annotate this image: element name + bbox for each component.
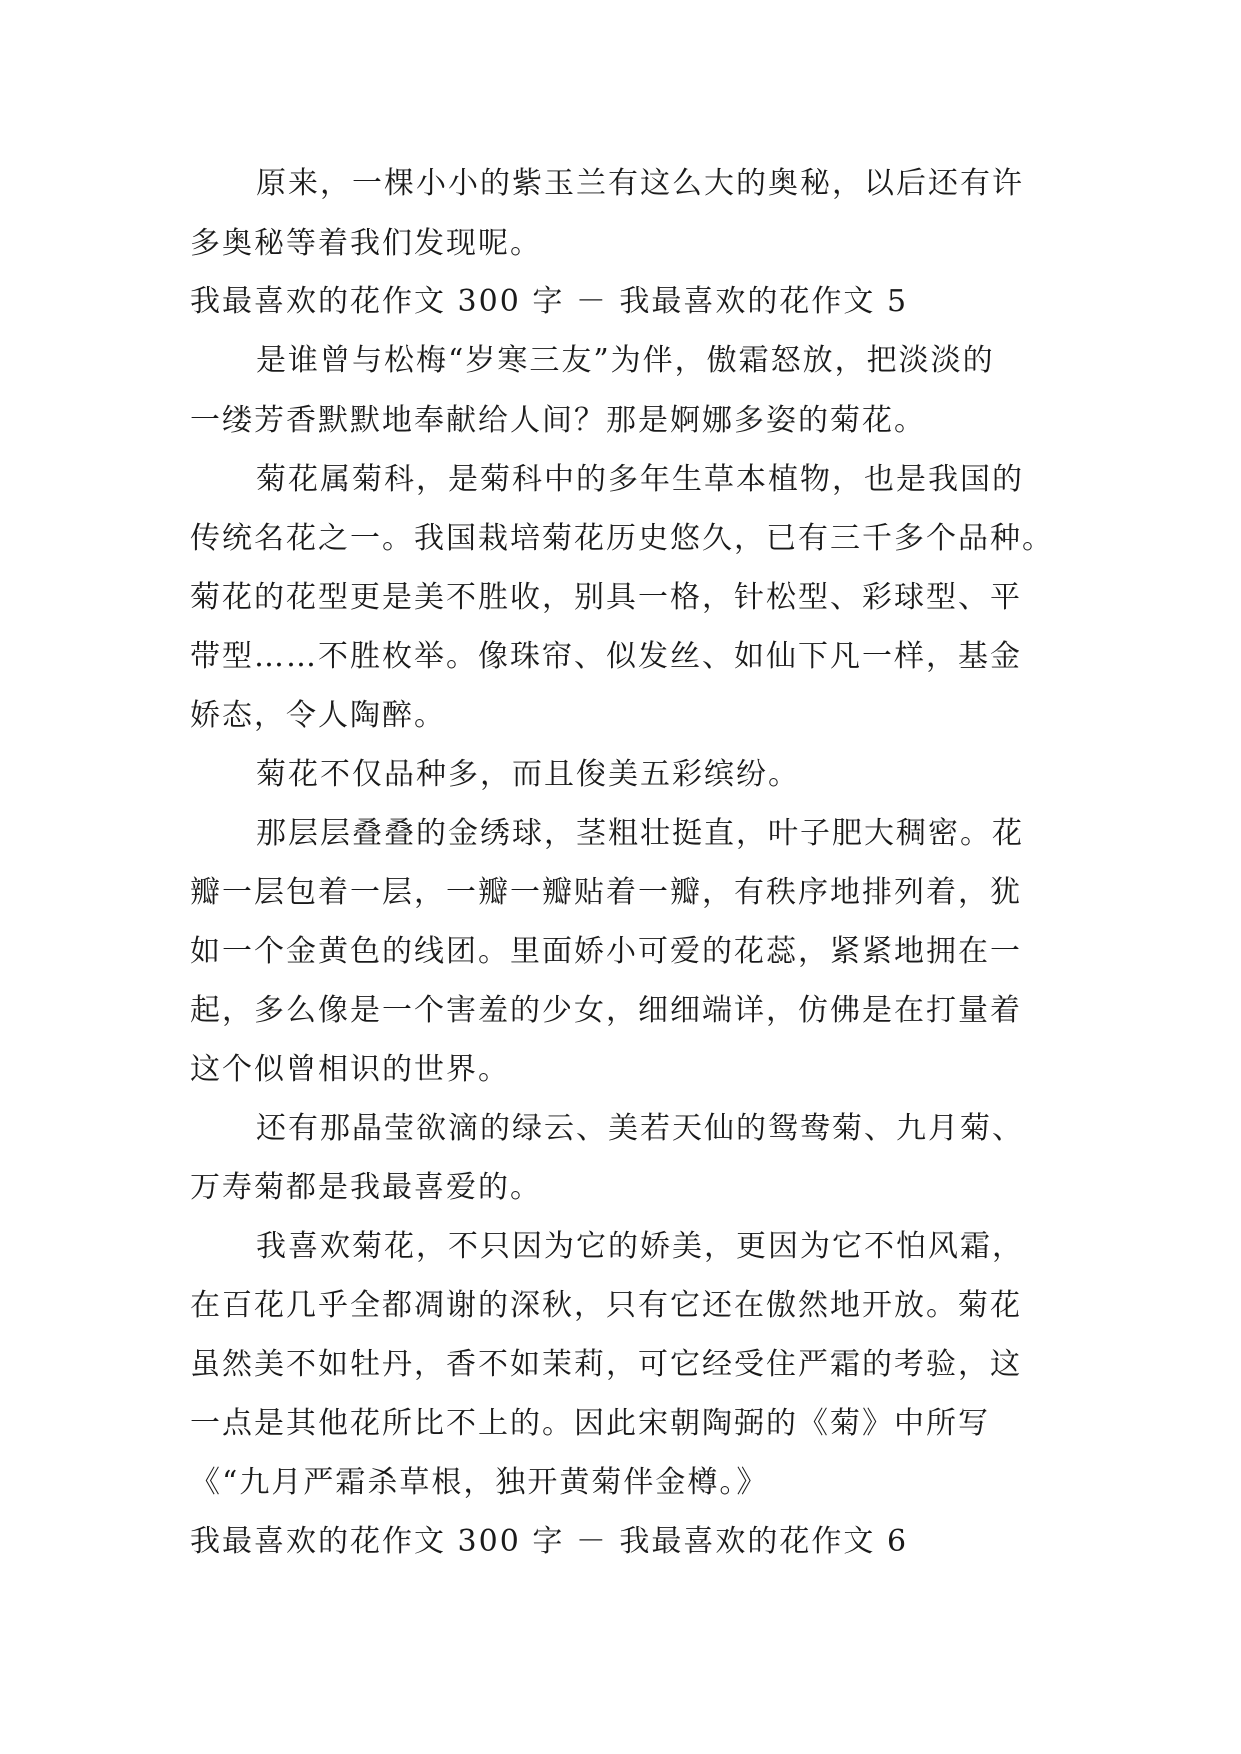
paragraph-line: 多奥秘等着我们发现呢。 [190, 226, 542, 261]
paragraph-line: 瓣一层包着一层，一瓣一瓣贴着一瓣，有秩序地排列着，犹 [190, 875, 1022, 910]
paragraph-line: 原来，一棵小小的紫玉兰有这么大的奥秘，以后还有许 [256, 166, 1024, 201]
paragraph-line: 万寿菊都是我最喜爱的。 [190, 1170, 542, 1205]
section-heading: 我最喜欢的花作文 300 字 － 我最喜欢的花作文 6 [190, 1524, 909, 1559]
paragraph-line: 是谁曾与松梅“岁寒三友”为伴，傲霜怒放，把淡淡的 [256, 343, 995, 378]
paragraph-line: 在百花几乎全都凋谢的深秋，只有它还在傲然地开放。菊花 [190, 1288, 1022, 1323]
paragraph-line: 起，多么像是一个害羞的少女，细细端详，仿佛是在打量着 [190, 993, 1022, 1028]
paragraph-line: 还有那晶莹欲滴的绿云、美若天仙的鸳鸯菊、九月菊、 [256, 1111, 1024, 1146]
paragraph-line: 那层层叠叠的金绣球，茎粗壮挺直，叶子肥大稠密。花 [256, 816, 1024, 851]
paragraph-line: 传统名花之一。我国栽培菊花历史悠久，已有三千多个品种。 [190, 521, 1054, 556]
paragraph-line: 一缕芳香默默地奉献给人间？那是婀娜多姿的菊花。 [190, 403, 926, 438]
paragraph-line: 如一个金黄色的线团。里面娇小可爱的花蕊，紧紧地拥在一 [190, 934, 1022, 969]
quote-line: 《“九月严霜杀草根，独开黄菊伴金樽。》 [190, 1465, 769, 1500]
paragraph-line: 菊花不仅品种多，而且俊美五彩缤纷。 [256, 757, 800, 792]
paragraph-line: 虽然美不如牡丹，香不如茉莉，可它经受住严霜的考验，这 [190, 1347, 1022, 1382]
paragraph-line: 我喜欢菊花，不只因为它的娇美，更因为它不怕风霜， [256, 1229, 1024, 1264]
paragraph-line: 菊花属菊科，是菊科中的多年生草本植物，也是我国的 [256, 462, 1024, 497]
section-heading: 我最喜欢的花作文 300 字 － 我最喜欢的花作文 5 [190, 284, 909, 319]
paragraph-line: 一点是其他花所比不上的。因此宋朝陶弼的《菊》中所写 [190, 1406, 990, 1441]
paragraph-line: 娇态，令人陶醉。 [190, 698, 446, 733]
paragraph-line: 菊花的花型更是美不胜收，别具一格，针松型、彩球型、平 [190, 580, 1022, 615]
paragraph-line: 这个似曾相识的世界。 [190, 1052, 510, 1087]
paragraph-line: 带型……不胜枚举。像珠帘、似发丝、如仙下凡一样，基金 [190, 639, 1022, 674]
